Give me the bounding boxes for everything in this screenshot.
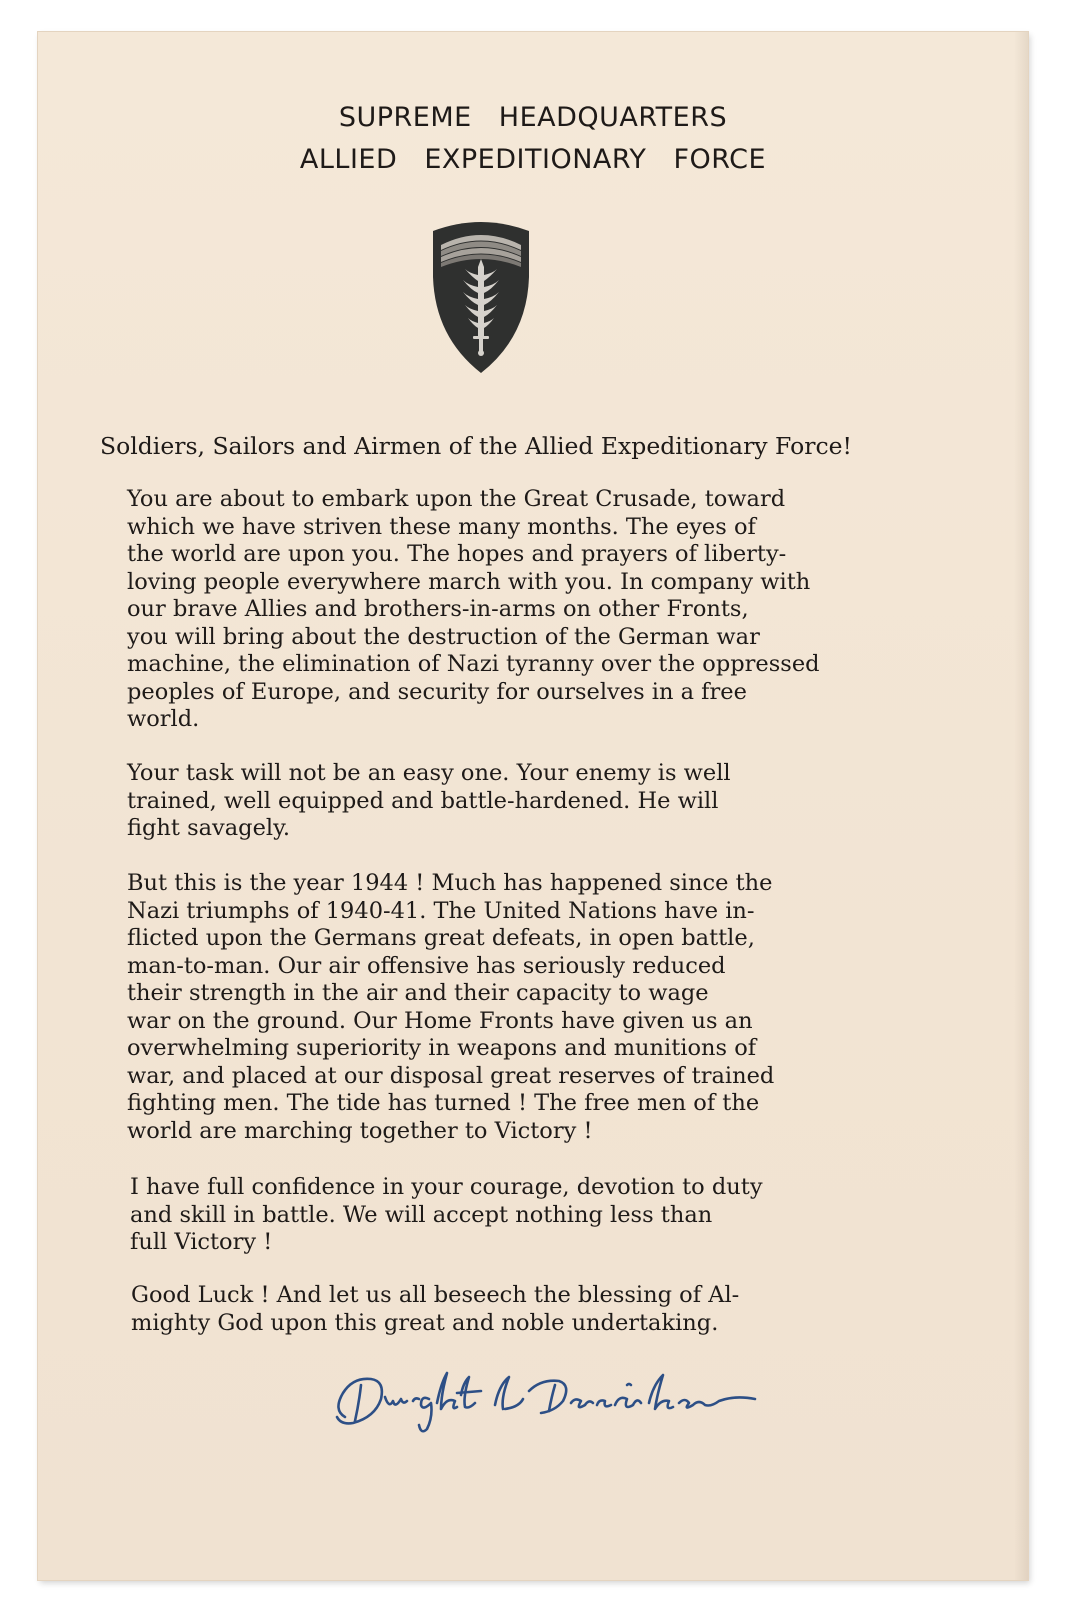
text-line: Good Luck ! And let us all beseech the blessing of Al-	[131, 1282, 740, 1308]
paragraph-3	[127, 870, 897, 1145]
text-line: Nazi triumphs of 1940-41. The United Nations have in-	[127, 897, 755, 924]
text-line: Your task will not be an easy one. Your enemy is well	[127, 760, 731, 786]
text-line: fight savagely.	[127, 815, 290, 841]
text-line: You are about to embark upon the Great Crusade, toward	[127, 486, 786, 512]
text-line: the world are upon you. The hopes and prayers of liberty-	[127, 541, 787, 567]
letter-page	[38, 32, 1028, 1580]
text-line: loving people everywhere march with you. In company with	[127, 568, 811, 595]
text-line: overwhelming superiority in weapons and munitions of	[127, 1035, 757, 1061]
text-line: our brave Allies and brothers-in-arms on other Fronts,	[127, 596, 749, 622]
text-line: world are marching together to Victory !	[127, 1117, 593, 1144]
text-line: you will bring about the destruction of the German war	[127, 623, 760, 650]
text-line: machine, the elimination of Nazi tyranny over the oppressed	[127, 651, 820, 677]
text-line: peoples of Europe, and security for ourselves in a free	[127, 678, 747, 705]
text-line: their strength in the air and their capacity to wage	[127, 980, 709, 1006]
text-line: mighty God upon this great and noble undertaking.	[131, 1309, 719, 1336]
text-line: fighting men. The tide has turned ! The free men of the	[127, 1090, 760, 1116]
page-edge-shadow	[1014, 32, 1028, 1580]
text-line: and skill in battle. We will accept nothing less than	[130, 1201, 713, 1228]
paragraph-1	[127, 486, 897, 734]
text-line: But this is the year 1944 ! Much has happened since the	[127, 870, 773, 896]
text-line: I have full confidence in your courage, devotion to duty	[130, 1174, 763, 1200]
paragraph-2	[127, 760, 897, 843]
salutation: Soldiers, Sailors and Airmen of the Allied Expeditionary Force!	[100, 432, 852, 460]
text-line: trained, well equipped and battle-hardened. He will	[127, 787, 719, 814]
shaef-insignia-icon	[431, 217, 531, 375]
letterhead-line-2: ALLIED EXPEDITIONARY FORCE	[299, 144, 767, 175]
text-line: war on the ground. Our Home Fronts have given us an	[127, 1007, 753, 1034]
text-line: world.	[127, 706, 200, 732]
signature	[323, 1355, 773, 1435]
text-line: war, and placed at our disposal great reserves of trained	[127, 1062, 775, 1089]
text-line: full Victory !	[130, 1229, 273, 1255]
paragraph-5	[131, 1282, 901, 1337]
letterhead-line-1: SUPREME HEADQUARTERS	[338, 102, 728, 133]
text-line: flicted upon the Germans great defeats, in open battle,	[127, 925, 755, 951]
text-line: which we have striven these many months. The eyes of	[127, 513, 756, 540]
paragraph-4	[130, 1174, 900, 1257]
text-line: man-to-man. Our air offensive has seriously reduced	[127, 952, 726, 979]
